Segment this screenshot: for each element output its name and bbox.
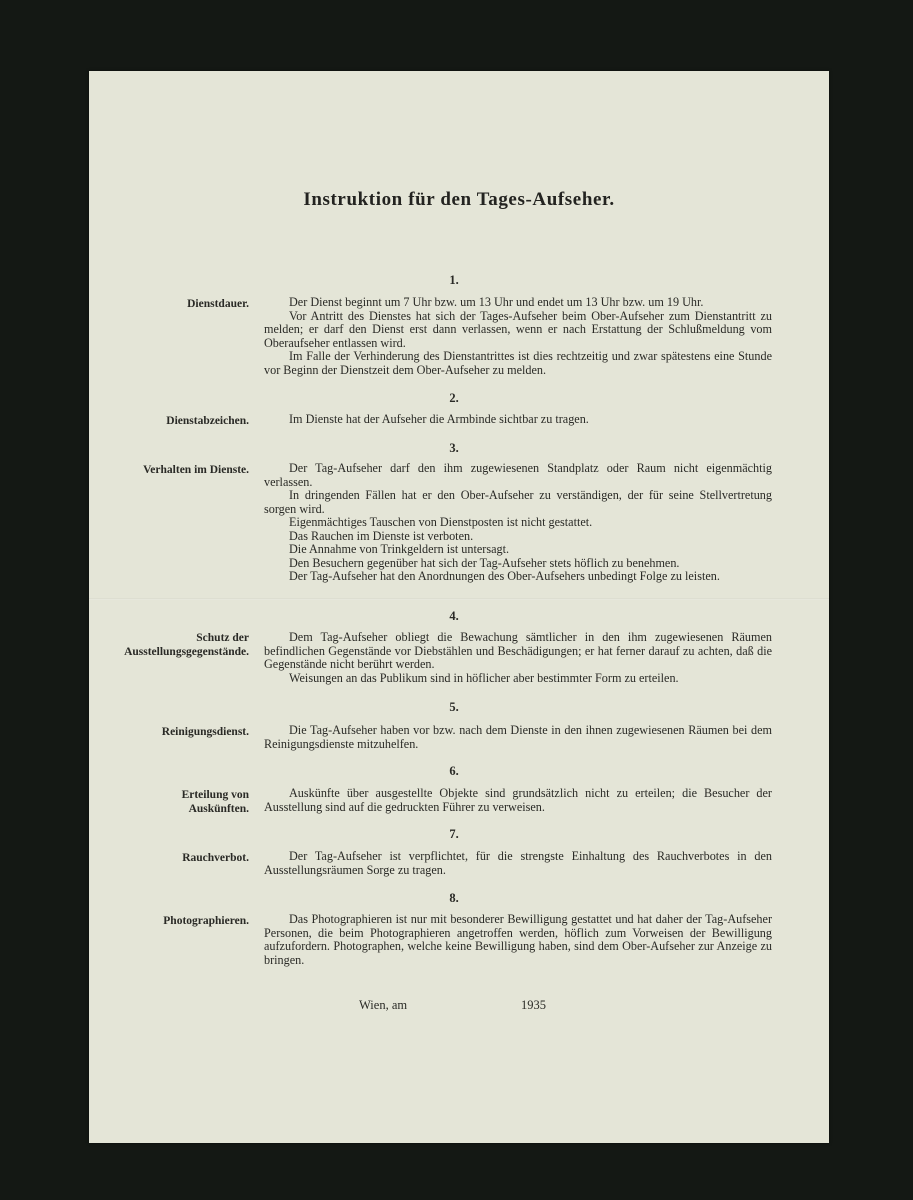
document-page [89, 71, 829, 1143]
paragraph: Der Tag-Aufseher darf den ihm zugewiesenen Standplatz oder Raum nicht eigenmächtig verlassen. [264, 461, 772, 489]
paragraph: Der Dienst beginnt um 7 Uhr bzw. um 13 Uhr und endet um 13 Uhr bzw. um 19 Uhr. [289, 295, 704, 309]
section-number: 6. [449, 764, 459, 778]
section-body [264, 724, 772, 751]
paragraph: Die Tag-Aufseher haben vor bzw. nach dem Dienste in den ihnen zugewiesenen Räumen bei dem Reinigungsdienste mitzuhelfen. [264, 723, 772, 751]
document-title: Instruktion für den Tages-Aufseher. [303, 189, 615, 210]
paragraph: Den Besuchern gegenüber hat sich der Tag-Aufseher stets höflich zu benehmen. [289, 555, 680, 570]
section-side-label: Rauchverbot. [182, 852, 249, 864]
section-side-label: Reinigungsdienst. [161, 726, 249, 738]
section-side-label: Schutz der Ausstellungsgegenstände. [124, 632, 249, 658]
fold-line [89, 598, 829, 600]
section-body [264, 787, 772, 814]
paragraph: Der Tag-Aufseher hat den Anordnungen des Ober-Aufsehers unbedingt Folge zu leisten. [289, 569, 720, 583]
paragraph: Dem Tag-Aufseher obliegt die Bewachung sämtlicher in den ihm zugewiesenen Räumen befindlichen Gegenstände vor Diebstählen und Beschädigungen; er hat ferner darauf zu achten, daß die Gegenstände nicht berührt werden. [264, 630, 772, 671]
footer-year: 1935 [521, 998, 546, 1012]
paragraph: Der Tag-Aufseher ist verpflichtet, für die strengste Einhaltung des Rauchverbotes in den Ausstellungsräumen Sorge zu tragen. [264, 849, 772, 877]
section-number: 3. [449, 441, 459, 455]
section-side-label: Verhalten im Dienste. [143, 464, 249, 476]
paragraph: Im Dienste hat der Aufseher die Armbinde sichtbar zu tragen. [289, 412, 589, 426]
section-body [264, 296, 772, 377]
section-body [264, 462, 772, 584]
section-side-label: Erteilung von Auskünften. [181, 789, 249, 815]
section-number: 1. [449, 273, 459, 287]
section-number: 5. [449, 700, 459, 714]
paragraph: Auskünfte über ausgestellte Objekte sind grundsätzlich nicht zu erteilen; die Besucher der Ausstellung sind auf die gedruckten Führer zu verweisen. [264, 786, 772, 814]
paragraph: Eigenmächtiges Tauschen von Dienstposten ist nicht gestattet. [289, 515, 593, 529]
section-number: 8. [449, 891, 459, 905]
section-number: 2. [449, 391, 459, 405]
section-side-label: Dienstabzeichen. [166, 415, 249, 427]
footer-place: Wien, am [359, 998, 408, 1012]
paragraph: Das Photographieren ist nur mit besonderer Bewilligung gestattet und hat daher der Tag-Aufseher Personen, die beim Photographieren angetroffen werden, höflich zum Vorweisen der Bewilligung aufzufordern. Photographen, welche keine Bewilligung haben, sind dem Ober-Aufseher zur Anzeige zu bringen. [264, 912, 772, 967]
paragraph: Im Falle der Verhinderung des Dienstantrittes ist dies rechtzeitig und zwar spätestens eine Stunde vor Beginn der Dienstzeit dem Ober-Aufseher zu melden. [264, 349, 772, 377]
section-body [264, 413, 772, 427]
section-body [264, 631, 772, 685]
section-body [264, 913, 772, 967]
paragraph: Das Rauchen im Dienste ist verboten. [289, 528, 474, 543]
section-body [264, 850, 772, 877]
paragraph: Vor Antritt des Dienstes hat sich der Tages-Aufseher beim Ober-Aufseher zum Dienstantritt zu melden; er darf den Dienst erst dann verlassen, wenn er nach Erstattung der Schlußmeldung vom Oberaufseher entlassen wird. [264, 308, 772, 350]
paragraph: Die Annahme von Trinkgeldern ist untersagt. [289, 542, 510, 556]
section-side-label: Dienstdauer. [187, 298, 249, 310]
section-number: 4. [449, 609, 459, 623]
paragraph: Weisungen an das Publikum sind in höflicher aber bestimmter Form zu erteilen. [289, 670, 679, 685]
section-side-label: Photographieren. [163, 915, 249, 927]
paragraph: In dringenden Fällen hat er den Ober-Aufseher zu verständigen, der für seine Stellvertretung sorgen wird. [264, 488, 772, 516]
section-number: 7. [449, 827, 459, 841]
